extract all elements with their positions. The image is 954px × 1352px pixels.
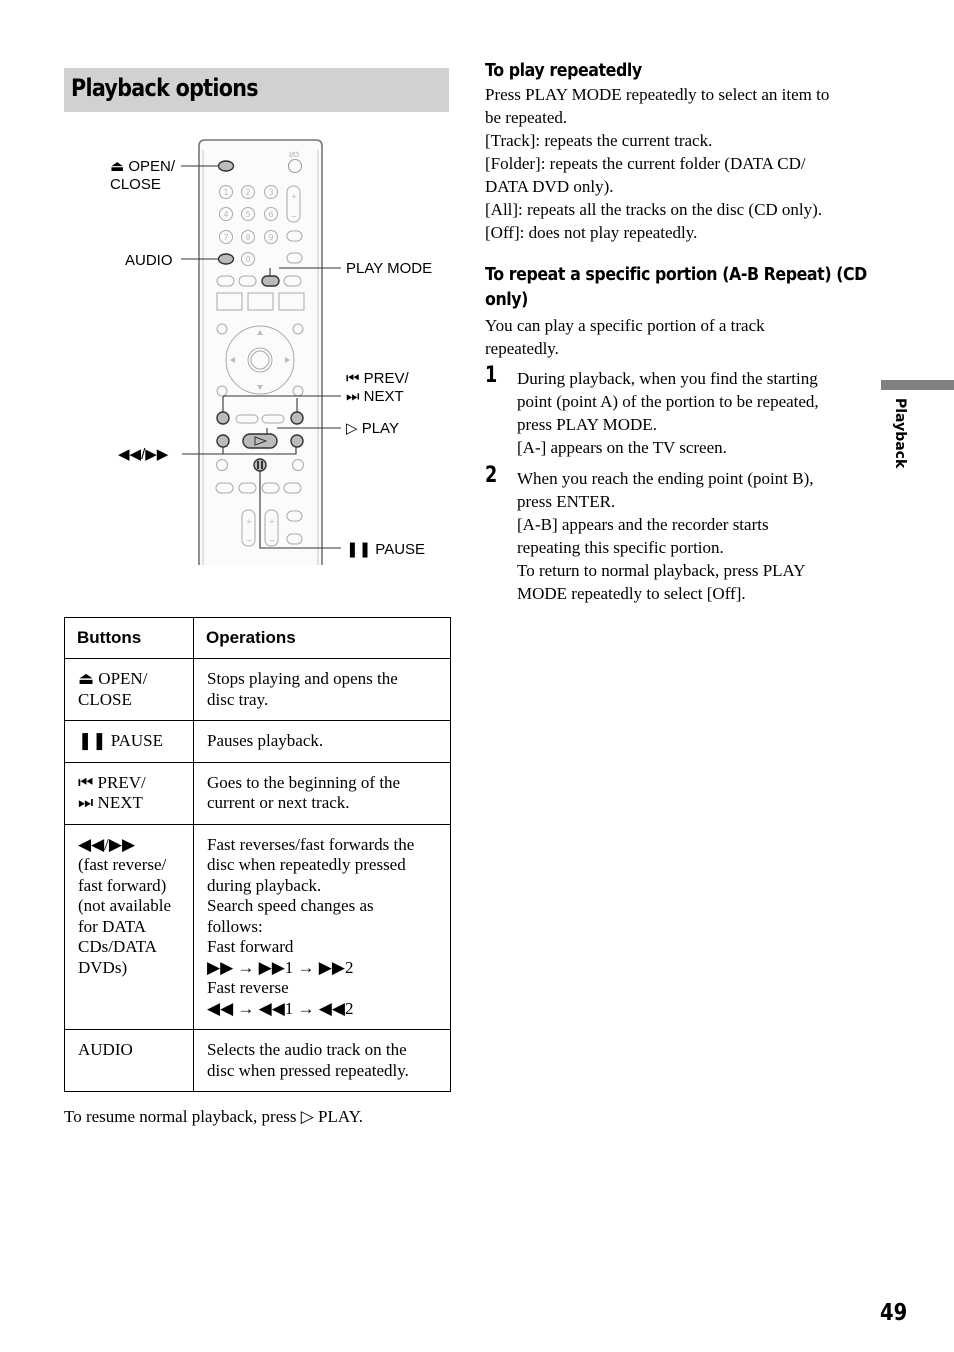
header-operations: Operations [194, 618, 451, 659]
operation-cell-line: ◀◀ → ◀◀1 → ◀◀2 [207, 998, 354, 1018]
svg-text:+: + [268, 517, 276, 526]
svg-text:5: 5 [245, 210, 251, 219]
text-line: point (point A) of the portion to be repeated, [517, 392, 819, 411]
button-cell [65, 659, 194, 721]
svg-text:−: − [268, 536, 276, 545]
page-number: 49 [880, 1300, 908, 1326]
operation-cell [194, 659, 451, 721]
ab-intro-line2: repeatedly. [485, 339, 559, 358]
button-cell-line: ⏏ OPEN/ [78, 669, 148, 688]
step-1 [485, 363, 875, 459]
operation-cell-line: Goes to the beginning of the [207, 772, 401, 792]
close-label: CLOSE [110, 176, 161, 193]
operation-cell-line: disc when repeatedly pressed [207, 855, 406, 874]
ab-intro-line1: You can play a specific portion of a track [485, 316, 765, 335]
operation-cell-line: Fast reverse [207, 978, 289, 997]
button-cell-line: CLOSE [78, 689, 132, 709]
operation-cell-line: Fast reverses/fast forwards the [207, 834, 415, 854]
button-cell-line: for DATA [78, 916, 147, 936]
pause-label: ❚❚ PAUSE [346, 541, 426, 558]
audio-label: AUDIO [125, 252, 173, 269]
operation-cell-line: disc when pressed repeatedly. [207, 1060, 409, 1080]
button-cell-line: fast forward) [78, 875, 167, 895]
button-cell-line: DVDs) [78, 957, 128, 977]
text-line: repeating this specific portion. [517, 538, 724, 557]
prev-button [217, 412, 229, 424]
button-cell-line: ◀◀/▶▶ [78, 834, 136, 854]
button-cell-line: ⏭ NEXT [78, 793, 143, 812]
svg-text:0: 0 [245, 255, 251, 264]
text-line: be repeated. [485, 108, 568, 127]
next-button [291, 412, 303, 424]
button-cell [65, 824, 194, 1030]
text-line: DATA DVD only). [485, 177, 614, 196]
operation-cell [194, 824, 451, 1030]
button-cell-line: AUDIO [78, 1040, 133, 1059]
table-row [65, 659, 451, 721]
header-buttons: Buttons [65, 618, 194, 659]
step-number: 2 [485, 463, 498, 488]
svg-text:−: − [245, 536, 253, 545]
text-line: [All]: repeats all the tracks on the disc (CD only). [485, 200, 823, 219]
step-text [517, 367, 875, 459]
text-line: [Track]: repeats the current track. [485, 131, 713, 150]
table-row [65, 721, 451, 763]
rew-ff-label: ◀◀/▶▶ [118, 446, 169, 463]
text-line: press PLAY MODE. [517, 415, 657, 434]
text-line: [Off]: does not play repeatedly. [485, 223, 698, 242]
play-repeatedly-section [485, 58, 875, 244]
text-line: [A-] appears on the TV screen. [517, 438, 727, 457]
play-repeatedly-heading: To play repeatedly [485, 60, 642, 81]
play-repeatedly-text [485, 83, 875, 244]
operation-cell-line: disc tray. [207, 689, 269, 709]
text-line: press ENTER. [517, 492, 616, 511]
audio-button [219, 254, 234, 264]
section-title-bar [64, 68, 449, 112]
ab-repeat-section [485, 262, 875, 360]
text-line: [Folder]: repeats the current folder (DATA CD/ [485, 154, 806, 173]
step-number: 1 [485, 363, 498, 388]
button-cell-line: (fast reverse/ [78, 855, 167, 874]
operation-cell-line: during playback. [207, 875, 322, 895]
operation-cell-line: Stops playing and opens the [207, 669, 398, 688]
svg-text:4: 4 [223, 210, 229, 219]
svg-text:6: 6 [268, 210, 274, 219]
svg-text:−: − [290, 212, 298, 221]
button-cell [65, 762, 194, 824]
svg-text:3: 3 [268, 188, 274, 197]
operation-cell [194, 1030, 451, 1092]
section-title: Playback options [71, 74, 258, 102]
side-tab-bar [881, 380, 954, 390]
text-line: MODE repeatedly to select [Off]. [517, 584, 746, 603]
operation-cell [194, 762, 451, 824]
svg-text:7: 7 [223, 233, 229, 242]
play-mode-button [262, 276, 279, 286]
operation-cell-line: Selects the audio track on the [207, 1040, 407, 1059]
ab-repeat-heading-line2: only) [485, 289, 528, 310]
operation-cell-line: ▶▶ → ▶▶1 → ▶▶2 [207, 957, 354, 977]
operation-cell-line: current or next track. [207, 793, 350, 812]
button-cell-line: (not available [78, 896, 171, 915]
step-2 [485, 463, 875, 605]
button-operations-table [64, 617, 451, 1092]
operation-cell-line: Pauses playback. [207, 731, 324, 750]
svg-text:8: 8 [245, 233, 251, 242]
open-close-button [219, 161, 234, 171]
table-row [65, 1030, 451, 1092]
operation-cell-line: Search speed changes as [207, 896, 374, 915]
button-cell-line: ⏮ PREV/ [78, 772, 146, 792]
prev-label: ⏮ PREV/ [346, 370, 409, 387]
operation-cell-line: Fast forward [207, 937, 294, 956]
side-tab-label: Playback [892, 398, 908, 469]
pause-button [254, 459, 266, 471]
table-header-row [65, 618, 451, 659]
table-row [65, 824, 451, 1030]
rewind-button [217, 435, 229, 447]
button-cell-line: ❚❚ PAUSE [78, 731, 164, 750]
text-line: [A-B] appears and the recorder starts [517, 515, 769, 534]
text-line: To return to normal playback, press PLAY [517, 561, 806, 580]
button-cell [65, 1030, 194, 1092]
table-row [65, 762, 451, 824]
svg-text:9: 9 [268, 233, 274, 242]
text-line: During playback, when you find the starting [517, 369, 818, 388]
button-cell [65, 721, 194, 763]
step-text [517, 467, 875, 605]
svg-text:2: 2 [245, 188, 251, 197]
open-close-label: ⏏ OPEN/ [110, 158, 176, 175]
button-cell-line: CDs/DATA [78, 937, 157, 956]
text-line: When you reach the ending point (point B), [517, 469, 814, 488]
text-line: Press PLAY MODE repeatedly to select an item to [485, 85, 830, 104]
operation-cell-line: follows: [207, 916, 263, 936]
resume-note: To resume normal playback, press ▷ PLAY. [64, 1107, 363, 1126]
play-label: ▷ PLAY [346, 420, 399, 437]
svg-text:+: + [290, 192, 298, 201]
svg-text:+: + [245, 517, 253, 526]
next-label: ⏭ NEXT [346, 388, 404, 405]
play-button [243, 434, 277, 448]
play-mode-label: PLAY MODE [346, 260, 433, 277]
operation-cell [194, 721, 451, 763]
fast-forward-button [291, 435, 303, 447]
ab-repeat-heading-line1: To repeat a specific portion (A-B Repeat) (CD [485, 264, 867, 285]
svg-text:I/⏻: I/⏻ [289, 151, 299, 159]
svg-text:1: 1 [223, 188, 229, 197]
remote-control-illustration [100, 138, 450, 568]
